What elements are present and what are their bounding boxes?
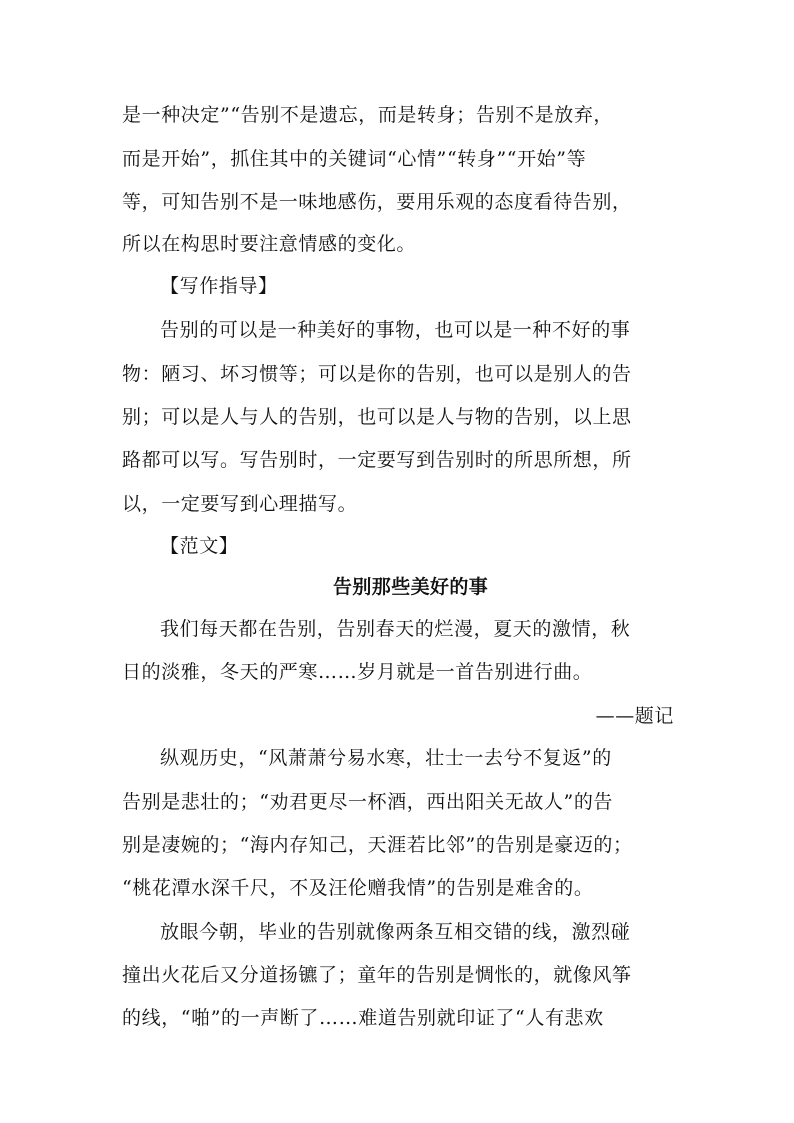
paragraph1-line-3: 别是凄婉的；“海内存知己，天涯若比邻”的告别是豪迈的； xyxy=(122,834,633,856)
paragraph1-line-2: 告别是悲壮的；“劝君更尽一杯酒，西出阳关无故人”的告 xyxy=(122,791,614,813)
guidance-line-5: 以，一定要写到心理描写。 xyxy=(122,493,358,515)
paragraph2-line-2: 撞出火花后又分道扬镳了；童年的告别是惆怅的，就像风筝 xyxy=(122,964,632,986)
intro-line-2: 而是开始”，抓住其中的关键词“心情”“转身”“开始”等 xyxy=(122,148,587,170)
epigraph-attribution: ——题记 xyxy=(595,705,674,727)
essay-title: 告别那些美好的事 xyxy=(333,576,489,598)
intro-line-1: 是一种决定”“告别不是遗忘，而是转身；告别不是放弃， xyxy=(122,104,614,126)
intro-line-4: 所以在构思时要注意情感的变化。 xyxy=(122,233,417,255)
epigraph-line-2: 日的淡雅，冬天的严寒……岁月就是一首告别进行曲。 xyxy=(122,661,593,683)
guidance-heading: 【写作指导】 xyxy=(160,275,278,297)
guidance-line-2: 物：陋习、坏习惯等；可以是你的告别，也可以是别人的告 xyxy=(122,363,632,385)
guidance-line-1: 告别的可以是一种美好的事物，也可以是一种不好的事 xyxy=(160,319,631,341)
guidance-line-4: 路都可以写。写告别时，一定要写到告别时的所思所想，所 xyxy=(122,449,632,471)
paragraph1-line-1: 纵观历史，“风萧萧兮易水寒，壮士一去兮不复返”的 xyxy=(160,747,612,769)
intro-line-3: 等，可知告别不是一味地感伤，要用乐观的态度看待告别， xyxy=(122,191,632,213)
paragraph2-line-3: 的线，“啪”的一声断了……难道告别就印证了“人有悲欢 xyxy=(122,1007,604,1029)
paragraph2-line-1: 放眼今朝，毕业的告别就像两条互相交错的线，激烈碰 xyxy=(160,921,631,943)
guidance-line-3: 别；可以是人与人的告别，也可以是人与物的告别，以上思 xyxy=(122,406,632,428)
essay-heading: 【范文】 xyxy=(160,535,239,557)
epigraph-line-1: 我们每天都在告别，告别春天的烂漫，夏天的激情，秋 xyxy=(160,618,631,640)
paragraph1-line-4: “桃花潭水深千尺，不及汪伦赠我情”的告别是难舍的。 xyxy=(122,877,594,899)
